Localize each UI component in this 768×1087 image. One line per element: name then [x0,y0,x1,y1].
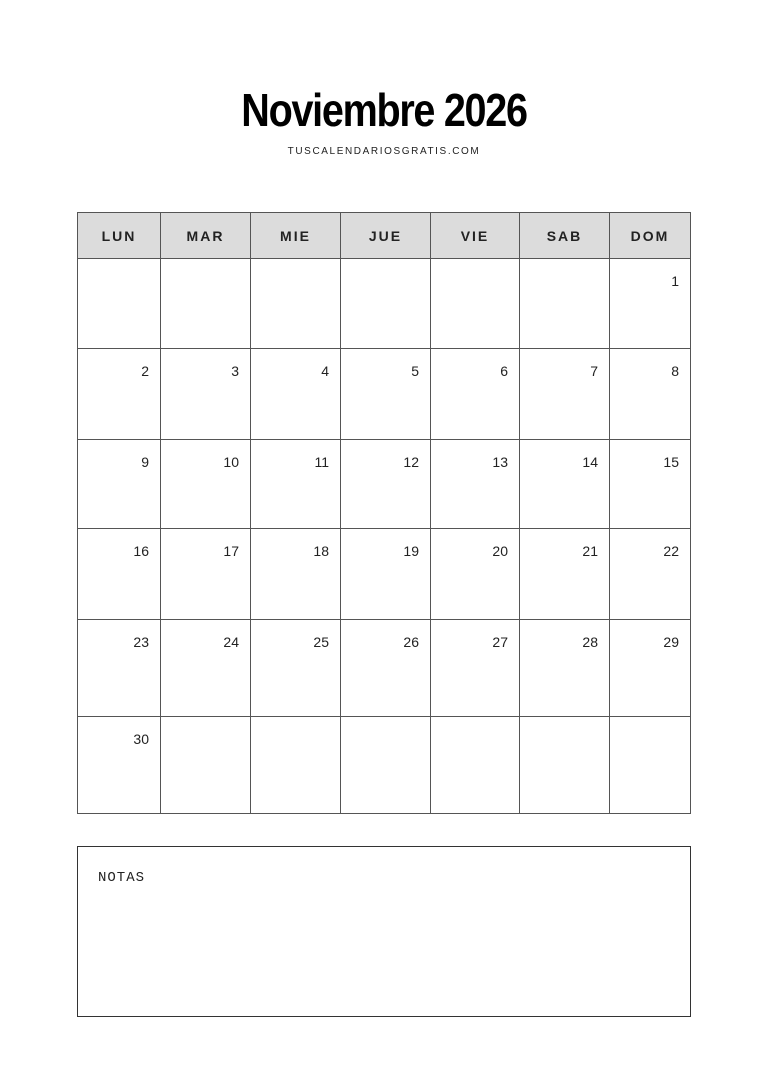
notes-label: NOTAS [98,870,146,886]
day-cell[interactable] [251,349,341,440]
day-cell[interactable] [251,620,341,717]
day-number: 3 [231,363,239,379]
weekday-header: SAB [520,213,610,259]
day-cell[interactable] [161,620,251,717]
day-number: 15 [663,454,679,470]
weekday-header: JUE [341,213,431,259]
day-number: 14 [582,454,598,470]
week-row [78,620,690,717]
day-cell[interactable] [341,440,431,529]
weekday-header: MIE [251,213,341,259]
day-number: 2 [141,363,149,379]
day-cell[interactable] [610,440,690,529]
day-number: 22 [663,543,679,559]
day-cell[interactable] [341,620,431,717]
week-row [78,440,690,529]
weekday-header: VIE [431,213,520,259]
day-number: 13 [492,454,508,470]
day-cell[interactable] [431,259,520,349]
day-cell[interactable] [251,259,341,349]
day-cell[interactable] [341,259,431,349]
day-number: 4 [321,363,329,379]
day-cell[interactable] [78,349,161,440]
day-cell[interactable] [161,717,251,813]
day-cell[interactable] [610,259,690,349]
day-cell[interactable] [78,620,161,717]
day-number: 16 [133,543,149,559]
day-cell[interactable] [520,717,610,813]
day-cell[interactable] [78,259,161,349]
day-number: 8 [671,363,679,379]
day-cell[interactable] [520,349,610,440]
day-number: 28 [582,634,598,650]
day-cell[interactable] [78,529,161,620]
day-cell[interactable] [251,529,341,620]
day-cell[interactable] [341,717,431,813]
day-number: 20 [492,543,508,559]
day-cell[interactable] [520,529,610,620]
day-cell[interactable] [520,259,610,349]
day-number: 5 [411,363,419,379]
day-cell[interactable] [431,620,520,717]
page-title: Noviembre 2026 [241,84,527,136]
day-number: 10 [223,454,239,470]
day-cell[interactable] [161,529,251,620]
day-number: 29 [663,634,679,650]
day-cell[interactable] [78,440,161,529]
day-cell[interactable] [251,440,341,529]
day-number: 25 [313,634,329,650]
day-cell[interactable] [78,717,161,813]
day-number: 9 [141,454,149,470]
day-cell[interactable] [431,349,520,440]
day-number: 27 [492,634,508,650]
day-cell[interactable] [251,717,341,813]
day-cell[interactable] [161,349,251,440]
week-row [78,349,690,440]
day-cell[interactable] [610,620,690,717]
calendar-grid [77,212,691,814]
week-row [78,529,690,620]
day-number: 18 [313,543,329,559]
weekday-header: LUN [78,213,161,259]
day-cell[interactable] [341,349,431,440]
notes-box[interactable] [77,846,691,1017]
day-number: 7 [590,363,598,379]
weekday-header: MAR [161,213,251,259]
day-number: 23 [133,634,149,650]
day-number: 6 [500,363,508,379]
day-number: 1 [671,273,679,289]
day-number: 19 [403,543,419,559]
day-cell[interactable] [431,440,520,529]
day-cell[interactable] [431,529,520,620]
day-cell[interactable] [341,529,431,620]
website-label: TUSCALENDARIOSGRATIS.COM [287,146,481,157]
day-number: 21 [582,543,598,559]
week-row [78,259,690,349]
day-cell[interactable] [610,529,690,620]
day-number: 11 [314,454,329,470]
weekday-header-row [78,213,690,259]
day-cell[interactable] [610,349,690,440]
day-cell[interactable] [161,440,251,529]
day-number: 30 [133,731,149,747]
day-cell[interactable] [520,440,610,529]
day-number: 17 [223,543,239,559]
weekday-header: DOM [610,213,690,259]
day-cell[interactable] [610,717,690,813]
day-cell[interactable] [520,620,610,717]
day-cell[interactable] [161,259,251,349]
day-cell[interactable] [431,717,520,813]
day-number: 26 [403,634,419,650]
week-row [78,717,690,813]
day-number: 12 [403,454,419,470]
day-number: 24 [223,634,239,650]
